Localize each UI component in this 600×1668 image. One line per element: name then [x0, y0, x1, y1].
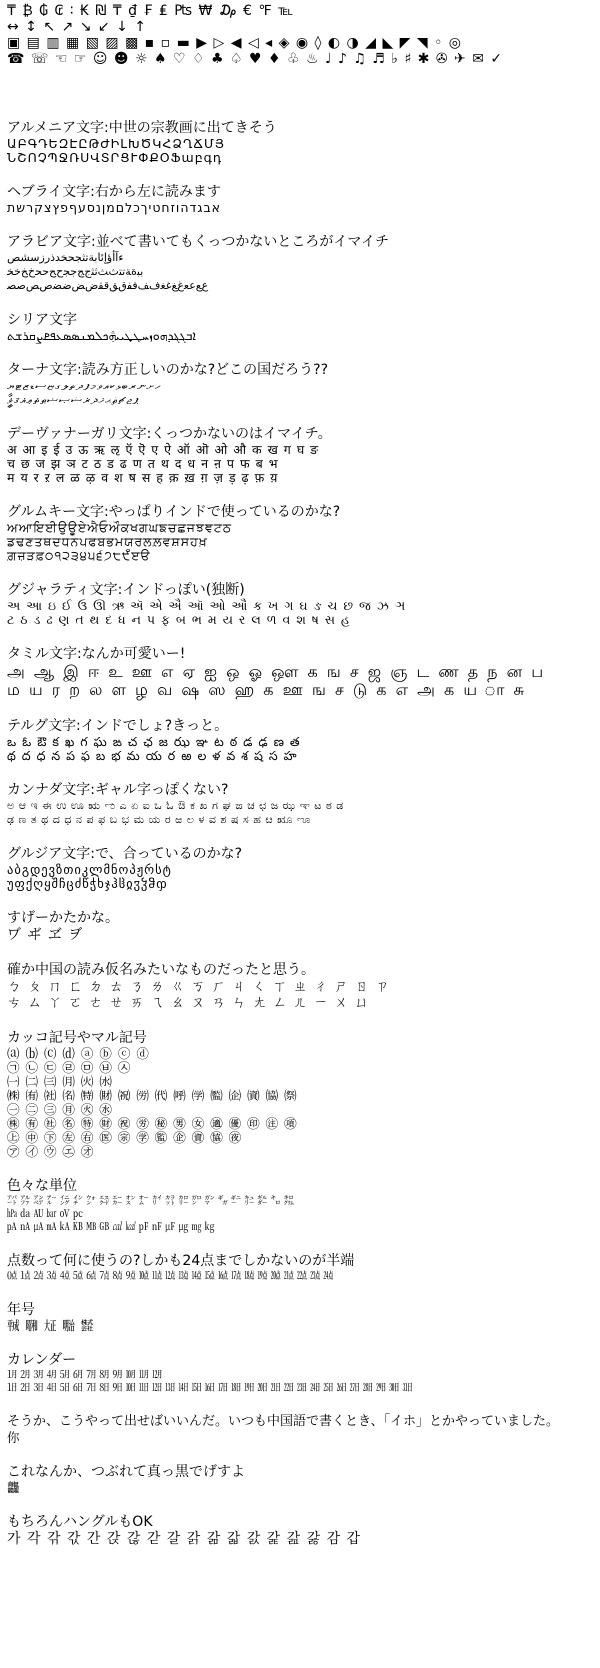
script-line: ਡਢਣਤਥਦਧਨਪਫਬਭਮਯਰਲਲ਼ਵਸ਼ਸਹਖ਼ [7, 534, 208, 549]
script-line: థ ద ధ న ప ఫ బ భ మ య ర ఱ ల ళ వ శ ష స హ [7, 748, 298, 763]
script-line: ⒜ ⒝ ⒞ ⒟ ⓐ ⓑ ⓒ ⓓ [7, 1046, 150, 1061]
script-line: ఒ ఓ ఔ క ఖ గ ఘ ఙ చ ఛ జ ఝ ఞ ట ఠ డ ఢ ణ త [7, 734, 301, 749]
spacer [7, 485, 597, 503]
spacer [7, 1495, 597, 1513]
script-line: ヷ ヸ ヹ ヺ [7, 927, 84, 943]
section-heading: カンナダ文字:ギャル字っぽくない? [7, 782, 229, 798]
spacer [7, 67, 597, 119]
section-heading: もちろんハングルもOK [7, 1514, 153, 1530]
section-heading: グジャラティ文字:インドっぽい(独断) [7, 582, 245, 598]
symbols-section [7, 3, 597, 67]
dense-kanji-section [7, 1463, 597, 1495]
telugu-section [7, 717, 597, 763]
script-line: ㉠ ㉡ ㉢ ㉣ ㉤ ㉥ ㉦ [7, 1060, 132, 1075]
ni-section [7, 1413, 597, 1445]
script-line: म य र ऱ ल ळ ऴ व श ष स ह क़ ख़ ग़ ज़ ड़ ढ़ फ़ य़ [7, 470, 279, 485]
script-line: ટ ઠ ડ ઢ ણ ત થ દ ધ ન પ ફ બ ભ મ ય ર લ ળ વ શ ષ સ હ [7, 612, 351, 627]
script-line: אבגדהוזחטיךכלםמןנסעףפץצקרשת [7, 200, 222, 215]
spacer [7, 1011, 597, 1029]
spacer [7, 1333, 597, 1351]
armenian-section [7, 119, 597, 165]
spacer [7, 1445, 597, 1463]
script-line: ਅਆਇਈਉਊਏਐਓਔਕਖਗਘਙਚਛਜਝਞਟਠ [7, 520, 233, 535]
thaana-section [7, 361, 597, 407]
section-heading: これなんか、つぶれて真っ黒でげすよ [7, 1464, 245, 1480]
enclosed-section [7, 1029, 597, 1159]
spacer [7, 699, 597, 717]
script-line: 你 [7, 1430, 21, 1445]
script-line: ㍱ ㍲ ㍳ ㍴ ㍵ ㍶ [7, 1209, 83, 1220]
symbol-line: ↔ ↕ ↖ ↗ ↘ ↙ ↓ ↑ [7, 19, 147, 35]
symbol-line: ▣ ▤ ▥ ▦ ▧ ▨ ▩ ▪ ▫ ▬ ▶ ▷ ◀ ◁ ◂ ◈ ◉ ◊ ◐ ◑ ◢ ◣ ◤ ◥ ◦ ◎ [7, 35, 463, 51]
script-line: ㊀ ㊁ ㊂ ㊊ ㊋ ㊌ [7, 1102, 113, 1117]
georgian-section [7, 845, 597, 891]
script-line: अ आ इ ई उ ऊ ऋ ऌ ऍ ऎ ए ऐ ऑ ऒ ओ औ क ख ग घ ङ [7, 442, 320, 457]
section-heading: 点数って何に使うの?しかも24点までしかないのが半端 [7, 1253, 355, 1269]
arabic-section [7, 233, 597, 293]
script-line: ԱԲԳԴԵԶԷԸԹԺԻԼԽԾԿՀՁՂՃՄՅ [7, 136, 225, 151]
eras-section [7, 1301, 597, 1333]
script-line: ހށނރބޅކއވމފދތލގޏސޑޒޓޔ [7, 378, 162, 393]
spacer [7, 1159, 597, 1177]
document-body [7, 3, 597, 1547]
section-heading: グルムキー文字:やっぱりインドで使っているのかな? [7, 504, 341, 520]
calendar-section [7, 1351, 597, 1395]
spacer [7, 293, 597, 311]
script-line: ءآأؤإئابةتثجحخدذرزسشص [7, 251, 124, 264]
syriac-section [7, 311, 597, 343]
hours-section [7, 1252, 597, 1283]
script-line: ՆՇՈՉՊՋՌՍՎՏՐՑՒՓՔՕՖաբգդ [7, 150, 223, 165]
script-line: ㏠ ㏡ ㏢ ㏣ ㏤ ㏥ ㏦ ㏧ ㏨ ㏩ ㏪ ㏫ ㏬ ㏭ ㏮ ㏯ ㏰ ㏱ ㏲ ㏳ ㏴ ㏵ ㏶ ㏷ ㏸ ㏹ ㏺ ㏻ ㏼ ㏽ ㏾ [7, 1383, 413, 1394]
script-line: 가 각 갂 갃 간 갅 갆 갇 갈 갉 갊 갋 갌 갍 갎 갏 감 갑 [7, 1531, 362, 1547]
spacer [7, 1395, 597, 1413]
section-heading: ターナ文字:読み方正しいのかな?どこの国だろう?? [7, 362, 329, 378]
section-heading: テルグ文字:インドでしょ?きっと。 [7, 718, 229, 734]
hangul-section [7, 1513, 597, 1547]
script-line: ㋐ ㋑ ㋒ ㋓ ㋔ [7, 1144, 95, 1159]
section-heading: アルメニア文字:中世の宗教画に出てきそう [7, 120, 277, 136]
spacer [7, 763, 597, 781]
script-line: ܐܒܓܔܕܗܘܙܚܛܜܝܞܟܠܡܢܣܤܥܦܧܨܩܪܫܬ [7, 328, 196, 343]
hebrew-section [7, 183, 597, 215]
script-line: ㈱ ㈲ ㈳ ㈴ ㈵ ㈶ ㈷ ㈸ ㈹ ㈺ ㈻ ㈼ ㈽ ㈾ ㈿ ㉀ [7, 1088, 298, 1103]
gurmukhi-section [7, 503, 597, 563]
symbol-line: ☎ ☏ ☜ ☞ ☺ ☻ ☼ ♠ ♡ ♢ ♣ ♤ ♥ ♦ ♧ ♨ ♩ ♪ ♫ ♬ ♭ ♯ ✱ ✇ ✈ ✉ ✓ [7, 51, 504, 67]
section-heading: すげーかたかな。 [7, 910, 119, 926]
section-heading: シリア文字 [7, 312, 77, 328]
section-heading: アラビア文字:並べて書いてもくっつかないところがイマイチ [7, 234, 390, 250]
script-line: ம ய ர ற ல ள ழ வ ஷ ஸ ஹ க ஊ ங ச டு க எ அ க ய ா சு [7, 680, 526, 699]
section-heading: ヘブライ文字:右から左に読みます [7, 184, 221, 200]
bopomofo-section [7, 961, 597, 1011]
section-heading: 年号 [7, 1302, 35, 1318]
script-line: અ આ ઇ ઈ ઉ ઊ ઋ ઍ એ ઐ ઑ ઓ ઔ ક ખ ગ ઘ ઙ ચ છ જ ઝ ઞ [7, 598, 407, 613]
script-line: ㋀ ㋁ ㋂ ㋃ ㋄ ㋅ ㋆ ㋇ ㋈ ㋉ ㋊ ㋋ [7, 1370, 162, 1381]
spacer [7, 343, 597, 361]
script-line: ㍻ ㍼ ㍽ ㍾ ㍿ [7, 1318, 95, 1333]
spacer [7, 1234, 597, 1252]
section-heading: デーヴァナーガリ文字:くっつかないのはイマイチ。 [7, 426, 332, 442]
script-line: அ ஆ இ ஈ உ ஊ எ ஏ ஐ ஒ ஓ ஔ க ங ச ஜ ஞ ட ண த ந ன ப [7, 662, 546, 681]
script-line: ﺑﺒﺓﺔﺗﺘﺙﺚﺛﺜﺝﺞﺟﺠﺡﺢﺣﺤﺥﺦﺧﺨ [7, 265, 144, 278]
script-line: ޕޖޗޘޙޚޛޜޝޞޟޠޡޢޣޤޥަާިީ [7, 392, 140, 407]
section-heading: カレンダー [7, 1352, 77, 1368]
script-line: ਗ਼ਜ਼ੜਫ਼੦੧੨੩੪੫੬੭੮੯ੰੱੲੳ [7, 548, 151, 563]
spacer [7, 627, 597, 645]
section-heading: 確か中国の読み仮名みたいなものだったと思う。 [7, 962, 315, 978]
spacer [7, 827, 597, 845]
gujarati-section [7, 581, 597, 627]
spacer [7, 215, 597, 233]
tamil-section [7, 645, 597, 699]
spacer [7, 943, 597, 961]
spacer [7, 407, 597, 425]
katakana-ext-section [7, 909, 597, 943]
section-heading: 色々な単位 [7, 1178, 77, 1194]
script-line: უფქღყშჩცძწჭხჯჰჱჲჳჴჵჶ [7, 876, 168, 891]
spacer [7, 891, 597, 909]
section-heading: タミル文字:なんか可愛いー! [7, 646, 186, 662]
script-line: ㎀ ㎁ ㎂ ㎃ ㎄ ㎅ ㎆ ㎇ ㎈ ㎉ ㎊ ㎋ ㎌ ㎍ ㎎ ㎏ [7, 1222, 215, 1233]
section-heading: そうか、こうやって出せばいいんだ。いつも中国語で書くとき、「イホ」とかやっていました。 [7, 1414, 559, 1429]
kannada-section [7, 781, 597, 827]
section-heading: グルジア文字:で、合っているのかな? [7, 846, 243, 862]
script-line: ಢ ಣ ತ ಥ ದ ಧ ನ ಪ ಫ ಬ ಭ ಮ ಯ ರ ಱ ಲ ಳ ವ ಶ ಷ ಸ ಹ ೞ ೠ ೡ [7, 813, 312, 826]
section-heading: カッコ記号やマル記号 [7, 1030, 147, 1046]
script-line: च छ ज झ ञ ट ठ ड ढ ण त थ द ध न ऩ प फ ब भ [7, 456, 279, 471]
script-line: ㈠ ㈡ ㈢ ㈪ ㈫ ㈬ [7, 1074, 113, 1089]
units-section [7, 1177, 597, 1234]
script-line: ㍘ ㍙ ㍚ ㍛ ㍜ ㍝ ㍞ ㍟ ㍠ ㍡ ㍢ ㍣ ㍤ ㍥ ㍦ ㍧ ㍨ ㍩ ㍪ ㍫ ㍬ ㍭ ㍮ ㍯ ㍰ [7, 1271, 334, 1282]
script-line: ㄘ ㄙ ㄚ ㄛ ㄜ ㄝ ㄞ ㄟ ㄠ ㄡ ㄢ ㄣ ㄤ ㄥ ㄦ ㄧ ㄨ ㄩ [7, 995, 370, 1011]
script-line: ㌀ ㌁ ㌂ ㌃ ㌄ ㌅ ㌆ ㌇ ㌈ ㌉ ㌊ ㌋ ㌌ ㌍ ㌎ ㌏ ㌐ ㌑ ㌒ ㌓ ㌔ ㌕ [7, 1196, 294, 1207]
script-line: ﻉﻊﻋﻌﻍﻎﻏﻐﻑﻒﻓﻔﻕﻖﻗﻘﺽﺾﺿﻀﺹﺺﺻﺼ [7, 279, 209, 292]
script-line: ಅ ಆ ಇ ಈ ಉ ಊ ಋ ಌ ಎ ಏ ಐ ಒ ಓ ಔ ಕ ಖ ಗ ಘ ಙ ಚ ಛ ಜ ಝ ಞ ಟ ಠ ಡ [7, 799, 344, 812]
spacer [7, 1283, 597, 1301]
script-line: ㊑ ㊒ ㊓ ㊔ ㊕ ㊖ ㊗ ㊘ ㊙ ㊚ ㊛ ㊜ ㊝ ㊞ ㊟ ㊠ [7, 1116, 298, 1131]
script-line: აბგდევზთიკლმნოპჟრსტ [7, 862, 172, 877]
spacer [7, 563, 597, 581]
script-line: ㊤ ㊥ ㊦ ㊧ ㊨ ㊩ ㊪ ㊫ ㊬ ㊭ ㊮ ㊯ ㊰ [7, 1130, 243, 1145]
devanagari-section [7, 425, 597, 485]
script-line: 龘 [7, 1480, 21, 1495]
script-line: ㄅ ㄆ ㄇ ㄈ ㄉ ㄊ ㄋ ㄌ ㄍ ㄎ ㄏ ㄐ ㄑ ㄒ ㄓ ㄔ ㄕ ㄖ ㄗ [7, 979, 391, 995]
spacer [7, 165, 597, 183]
symbol-line: ₸ ₿ ₲ ₢ ∶ ₭ ₪ ₸ ₫ ₣ ₤ ₧ ₩ ₯ € ℉ ℡ [7, 3, 295, 19]
